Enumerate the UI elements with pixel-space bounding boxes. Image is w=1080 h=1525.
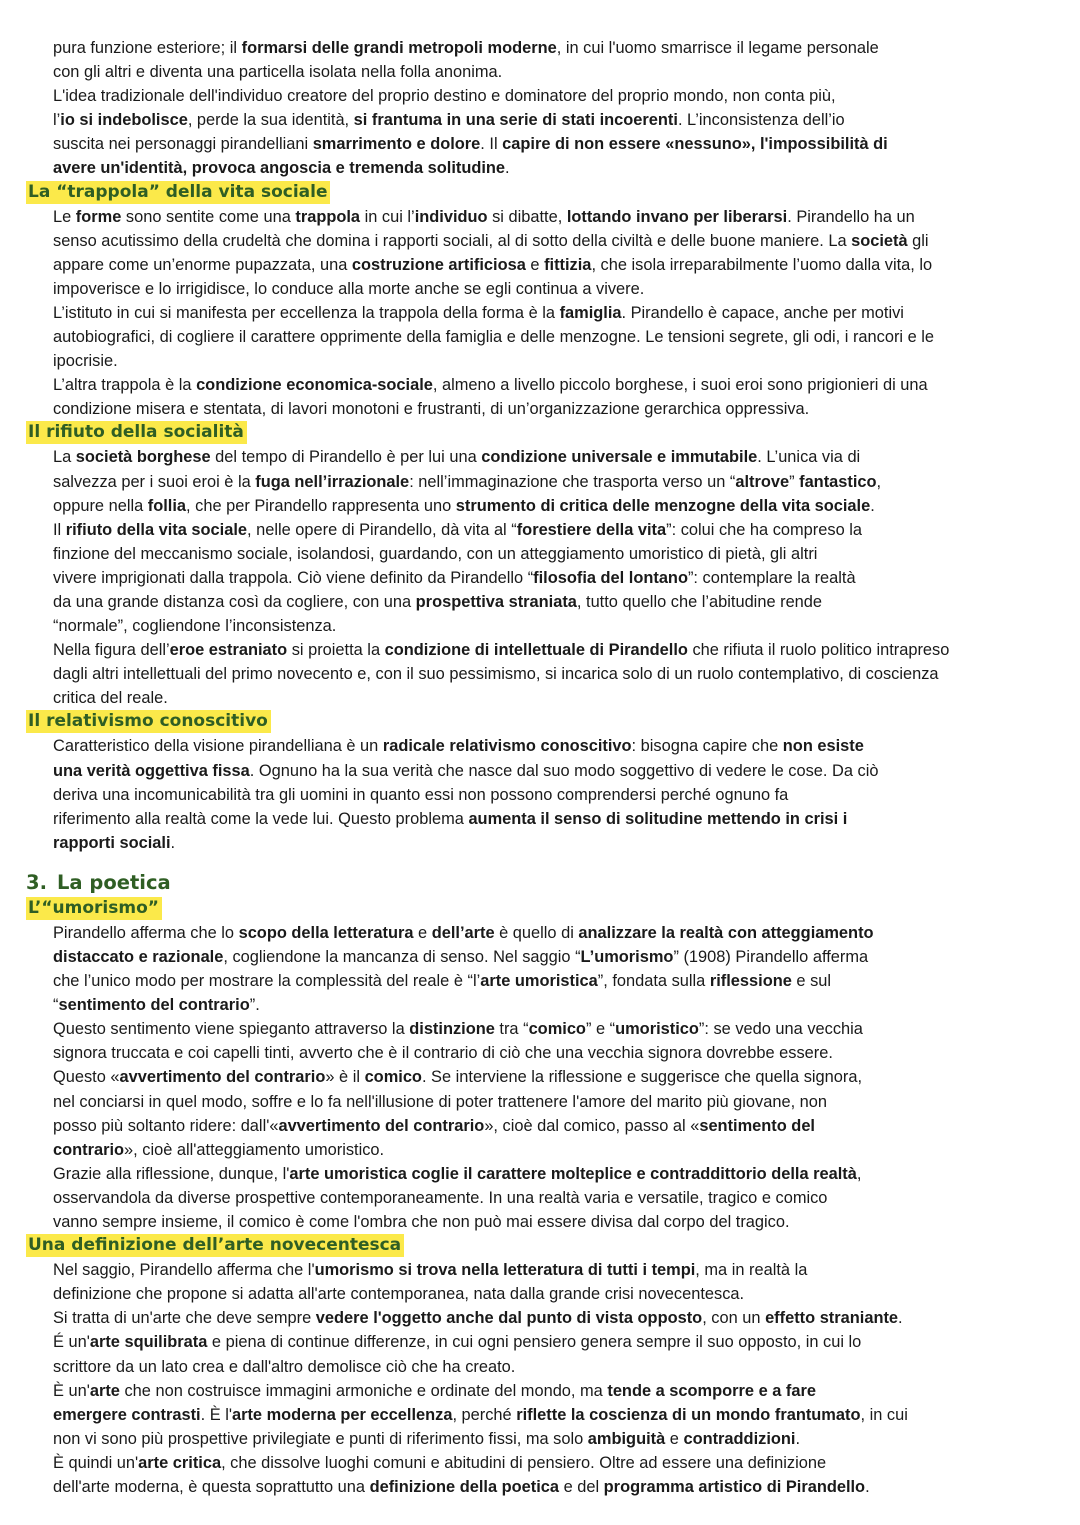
text-run: in cui l’: [360, 207, 415, 226]
subheading-row: [26, 181, 1040, 205]
text-line: [53, 253, 1040, 277]
bold-text: umorismo si trova nella letteratura di tutti i tempi: [314, 1261, 696, 1280]
bold-text: prospettiva straniata: [415, 592, 577, 611]
text-run: sono sentite come una: [121, 207, 296, 226]
text-run: , in cui l'uomo smarrisce il legame personale: [556, 39, 879, 57]
bold-text: avvertimento del contrario: [278, 1116, 485, 1135]
bold-text: emergere contrasti: [53, 1405, 201, 1424]
bold-text: eroe estraniato: [169, 641, 288, 660]
paragraph: [26, 921, 1040, 1234]
bold-text: L’umorismo: [580, 948, 674, 966]
bold-text: fantastico: [799, 472, 877, 491]
bold-text: arte umoristica: [480, 972, 598, 991]
bold-text: altrove: [735, 472, 790, 491]
text-run: Si tratta di un'arte che deve sempre: [53, 1309, 316, 1328]
text-run: deriva una incomunicabilità tra gli uomini in quanto essi non possono comprendersi perché ognuno fa: [53, 785, 789, 804]
text-run: salvezza per i suoi eroi è la: [53, 472, 256, 491]
subheading-row: [26, 710, 1040, 734]
subheading-row: [26, 897, 1040, 921]
text-run: . Pirandello ha un: [787, 207, 915, 226]
text-line: [53, 686, 1040, 710]
bold-text: forestiere della vita: [516, 520, 667, 539]
text-run: .: [795, 1429, 801, 1448]
bold-text: trappola: [295, 207, 361, 226]
bold-text: aumenta il senso di solitudine mettendo in crisi i: [468, 809, 848, 828]
text-line: [53, 132, 1040, 156]
text-line: [53, 84, 1040, 108]
bold-text: lottando invano per liberarsi: [566, 207, 788, 226]
text-run: “normale”, cogliendone l’inconsistenza.: [53, 617, 337, 636]
text-run: che l’unico modo per mostrare la complessità del reale è “l’: [53, 972, 481, 991]
text-run: riferimento alla realtà come la vede lui. Questo problema: [53, 809, 469, 828]
text-run: scrittore da un lato crea e dall'altro demolisce ciò che ha creato.: [53, 1357, 516, 1376]
text-line: [53, 1451, 1040, 1475]
text-run: , che isola irreparabilmente l’uomo dalla vita, lo: [591, 255, 933, 274]
text-run: Caratteristico della visione pirandelliana è un: [53, 737, 383, 756]
bold-text: dell’arte: [431, 923, 495, 942]
bold-text: vedere l'oggetto anche dal punto di vista opposto: [315, 1309, 703, 1328]
section-title-text: La poetica: [56, 870, 171, 894]
bold-text: forme: [75, 207, 122, 226]
text-run: .: [170, 833, 176, 852]
bold-text: umoristico: [615, 1020, 699, 1039]
text-line: [53, 1090, 1040, 1114]
bold-text: arte: [89, 1381, 120, 1400]
text-line: [53, 1258, 1040, 1282]
subheading: La “trappola” della vita sociale: [26, 181, 330, 204]
paragraph: [26, 445, 1040, 710]
text-run: È quindi un': [53, 1453, 139, 1472]
bold-text: strumento di critica delle menzogne della vita sociale: [455, 496, 871, 515]
text-run: , almeno a livello piccolo borghese, i suoi eroi sono prigionieri di una: [432, 376, 928, 395]
text-run: tra “: [494, 1020, 529, 1039]
text-run: ”.: [249, 996, 260, 1015]
bold-text: avvertimento del contrario: [119, 1068, 326, 1087]
text-run: dagli altri intellettuali del primo novecento e, con il suo pessimismo, si incarica solo di un ruolo contemplativo, di coscienza: [53, 665, 939, 684]
text-line: [53, 614, 1040, 638]
subheading: Una definizione dell’arte novecentesca: [26, 1234, 404, 1257]
bold-text: avere un'identità, provoca angoscia e tremenda solitudine: [53, 159, 506, 178]
bold-text: tende a scomporre e a fare: [607, 1381, 816, 1400]
bold-text: rapporti sociali: [53, 833, 171, 852]
text-run: .: [865, 1477, 870, 1496]
text-line: [53, 373, 1040, 397]
text-run: e: [413, 923, 432, 942]
text-run: si proietta la: [287, 641, 385, 660]
text-line: [53, 662, 1040, 686]
text-run: ,: [856, 1164, 862, 1183]
text-line: [53, 945, 1040, 969]
text-line: [53, 108, 1040, 132]
text-run: ipocrisie.: [53, 352, 118, 371]
text-line: [53, 277, 1040, 301]
text-run: », cioè all'atteggiamento umoristico.: [124, 1140, 385, 1159]
paragraph: [26, 36, 1040, 181]
bold-text: follia: [147, 496, 187, 515]
text-run: , ma in realtà la: [695, 1261, 808, 1280]
bold-text: costruzione artificiosa: [351, 255, 526, 274]
text-line: [53, 921, 1040, 945]
text-run: L’altra trappola è la: [53, 376, 197, 395]
text-run: Questo «: [53, 1068, 120, 1087]
bold-text: società: [851, 231, 908, 250]
bold-text: analizzare la realtà con atteggiamento: [578, 923, 874, 942]
subheading: Il relativismo conoscitivo: [26, 710, 271, 733]
text-run: ,: [876, 472, 882, 491]
text-run: L'idea tradizionale dell'individuo creatore del proprio destino e dominatore del proprio mondo, non conta più,: [53, 87, 836, 106]
text-line: [53, 831, 1040, 855]
text-run: , che per Pirandello rappresenta uno: [186, 496, 456, 515]
text-run: La: [53, 448, 76, 467]
text-run: osservandola da diverse prospettive contemporaneamente. In una realtà varia e versatile, tragico e comico: [53, 1188, 828, 1207]
text-line: [53, 301, 1040, 325]
bold-text: ambiguità: [587, 1429, 666, 1448]
text-run: ”, fondata sulla: [597, 972, 710, 991]
text-run: : nell’immaginazione che trasporta verso un “: [409, 472, 736, 491]
text-run: nel conciarsi in quel modo, soffre e lo fa nell'illusione di poter trattenere l'amore del marito più giovane, non: [53, 1092, 828, 1111]
text-line: [53, 1138, 1040, 1162]
paragraph: [26, 734, 1040, 854]
text-line: [53, 1306, 1040, 1330]
bold-text: rifiuto della vita sociale: [65, 520, 248, 539]
text-run: e: [525, 255, 545, 274]
bold-text: individuo: [414, 207, 488, 226]
text-run: ” (1908) Pirandello afferma: [673, 948, 869, 966]
text-run: . È l': [200, 1405, 232, 1424]
subheading-row: [26, 421, 1040, 445]
bold-text: arte critica: [138, 1453, 222, 1472]
text-run: oppure nella: [53, 496, 148, 515]
text-line: [53, 325, 1040, 349]
text-line: [53, 445, 1040, 469]
bold-text: arte umoristica coglie il carattere molteplice e contraddittorio della realtà: [289, 1164, 857, 1183]
text-run: Le: [53, 207, 76, 226]
text-line: [53, 397, 1040, 421]
bold-text: sentimento del: [699, 1116, 815, 1135]
text-line: [53, 1065, 1040, 1089]
text-line: [53, 759, 1040, 783]
bold-text: programma artistico di Pirandello: [603, 1477, 866, 1496]
text-line: [53, 1379, 1040, 1403]
text-run: e piena di continue differenze, in cui ogni pensiero genera sempre il suo opposto, in cui lo: [207, 1333, 862, 1352]
text-run: : bisogna capire che: [631, 737, 783, 756]
bold-text: arte squilibrata: [89, 1333, 208, 1352]
subheading: Il rifiuto della socialità: [26, 421, 247, 444]
paragraph: [26, 1258, 1040, 1499]
text-line: [53, 349, 1040, 373]
text-run: e del: [559, 1477, 604, 1496]
bold-text: contraddizioni: [683, 1429, 796, 1448]
text-line: [53, 205, 1040, 229]
bold-text: effetto straniante: [765, 1309, 899, 1328]
text-run: che non costruisce immagini armoniche e ordinate del mondo, ma: [119, 1381, 608, 1400]
text-line: [53, 542, 1040, 566]
text-line: [53, 1475, 1040, 1499]
text-run: . Se interviene la riflessione e suggerisce che quella signora,: [421, 1068, 863, 1087]
text-run: , nelle opere di Pirandello, dà vita al “: [247, 520, 517, 539]
bold-text: società borghese: [75, 448, 211, 467]
text-run: , cogliendone la mancanza di senso. Nel saggio “: [223, 948, 581, 966]
bold-text: comico: [528, 1020, 586, 1039]
bold-text: smarrimento e dolore: [312, 135, 481, 154]
text-line: [53, 1282, 1040, 1306]
text-run: ”: se vedo una vecchia: [698, 1020, 863, 1039]
bold-text: comico: [364, 1068, 422, 1087]
text-run: Il: [53, 520, 66, 539]
text-line: [53, 156, 1040, 180]
text-run: da una grande distanza così da cogliere, con una: [53, 592, 416, 611]
text-run: Grazie alla riflessione, dunque, l': [53, 1164, 290, 1183]
text-line: [53, 969, 1040, 993]
text-run: autobiografici, di cogliere il carattere opprimente della famiglia e delle menzogne. Le tensioni segrete, gli odi, i rancori e le: [53, 328, 935, 347]
text-run: condizione misera e stentata, di lavori monotoni e frustranti, di un’organizzazione gerarchica oppressiva.: [53, 400, 810, 419]
text-run: pura funzione esteriore; il: [53, 39, 242, 57]
section-title: [26, 869, 1040, 897]
bold-text: riflette la coscienza di un mondo frantumato: [516, 1405, 861, 1424]
text-line: [53, 1041, 1040, 1065]
bold-text: arte moderna per eccellenza: [231, 1405, 453, 1424]
text-run: appare come un’enorme pupazzata, una: [53, 255, 352, 274]
text-run: che rifiuta il ruolo politico intrapreso: [687, 641, 950, 660]
text-run: . Il: [480, 135, 503, 154]
text-run: gli: [907, 231, 929, 250]
bold-text: scopo della letteratura: [238, 923, 414, 942]
text-line: [53, 1210, 1040, 1234]
text-line: [53, 470, 1040, 494]
text-run: , che dissolve luoghi comuni e abitudini di pensiero. Oltre ad essere una definizione: [221, 1453, 827, 1472]
text-run: É un': [53, 1333, 90, 1352]
text-run: del tempo di Pirandello è per lui una: [210, 448, 482, 467]
text-run: vivere imprigionati dalla trappola. Ciò viene definito da Pirandello “: [53, 568, 534, 587]
bold-text: filosofia del lontano: [533, 568, 688, 587]
text-run: signora truccata e coi capelli tinti, avverto che è il contrario di ciò che una vecchia signora dovrebbe essere.: [53, 1044, 833, 1063]
bold-text: radicale relativismo conoscitivo: [382, 737, 632, 756]
text-run: . L’inconsistenza dell’io: [677, 111, 845, 130]
text-line: [53, 1186, 1040, 1210]
bold-text: formarsi delle grandi metropoli moderne: [241, 39, 557, 57]
bold-text: si frantuma in una serie di stati incoerenti: [353, 111, 678, 130]
text-run: Questo sentimento viene spieganto attraverso la: [53, 1020, 410, 1039]
text-run: e sul: [791, 972, 832, 991]
text-run: definizione che propone si adatta all'arte contemporanea, nata dalla grande crisi novecentesca.: [53, 1285, 745, 1304]
text-run: finzione del meccanismo sociale, isolandosi, guardando, con un atteggiamento umoristico di pietà, gli altri: [53, 544, 818, 563]
text-run: È un': [53, 1381, 90, 1400]
text-line: [53, 229, 1040, 253]
text-run: l’: [53, 111, 61, 130]
text-line: [53, 1162, 1040, 1186]
text-run: si dibatte,: [487, 207, 567, 226]
text-run: . L’unica via di: [757, 448, 861, 467]
text-run: e: [665, 1429, 684, 1448]
bold-text: distaccato e razionale: [53, 948, 224, 966]
text-run: ” e “: [585, 1020, 616, 1039]
section-number: 3.: [26, 870, 47, 894]
text-run: », cioè dal comico, passo al «: [484, 1116, 700, 1135]
bold-text: contrario: [53, 1140, 125, 1159]
text-run: » è il: [325, 1068, 365, 1087]
text-line: [53, 590, 1040, 614]
subheading-row: [26, 1234, 1040, 1258]
text-run: .: [898, 1309, 903, 1328]
text-run: dell'arte moderna, è questa soprattutto una: [53, 1477, 370, 1496]
text-run: è quello di: [494, 923, 579, 942]
text-run: critica del reale.: [53, 689, 168, 708]
text-run: Nella figura dell’: [53, 641, 170, 660]
text-run: Pirandello afferma che lo: [53, 923, 239, 942]
bold-text: riflessione: [709, 972, 792, 991]
text-run: posso più soltanto ridere: dall'«: [53, 1116, 279, 1135]
paragraph: [26, 205, 1040, 422]
bold-text: sentimento del contrario: [58, 996, 250, 1015]
bold-text: una verità oggettiva fissa: [53, 761, 250, 780]
text-run: impoverisce e lo irrigidisce, lo conduce alla morte anche se egli continua a vivere.: [53, 279, 645, 298]
text-run: , perde la sua identità,: [187, 111, 354, 130]
text-line: [53, 638, 1040, 662]
text-run: . Ognuno ha la sua verità che nasce dal suo modo soggettivo di vedere le cose. Da ciò: [249, 761, 879, 780]
text-run: .: [505, 159, 510, 178]
text-run: . Pirandello è capace, anche per motivi: [621, 303, 904, 322]
text-line: [53, 734, 1040, 758]
text-line: [53, 1114, 1040, 1138]
bold-text: fittizia: [544, 255, 592, 274]
bold-text: condizione economica-sociale: [196, 376, 433, 395]
text-run: “: [53, 996, 59, 1015]
text-line: [53, 783, 1040, 807]
bold-text: non esiste: [782, 737, 864, 756]
text-line: [53, 518, 1040, 542]
text-line: [53, 993, 1040, 1017]
text-run: , perché: [452, 1405, 517, 1424]
text-run: , in cui: [860, 1405, 908, 1424]
text-run: senso acutissimo della crudeltà che domina i rapporti sociali, al di sotto della civiltà e delle buone maniere. La: [53, 231, 852, 250]
bold-text: condizione di intellettuale di Pirandello: [384, 641, 688, 660]
text-run: Nel saggio, Pirandello afferma che l': [53, 1261, 315, 1280]
text-line: [53, 1017, 1040, 1041]
text-line: [53, 1427, 1040, 1451]
text-line: [53, 1403, 1040, 1427]
subheading: L’“umorismo”: [26, 897, 162, 920]
text-line: [53, 1355, 1040, 1379]
text-run: ”: [789, 472, 800, 491]
bold-text: distinzione: [409, 1020, 495, 1039]
text-line: [53, 494, 1040, 518]
text-run: non vi sono più prospettive privilegiate e punti di riferimento fissi, ma solo: [53, 1429, 588, 1448]
text-run: ”: contemplare la realtà: [687, 568, 856, 587]
text-run: ”: colui che ha compreso la: [666, 520, 862, 539]
bold-text: fuga nell’irrazionale: [255, 472, 410, 491]
bold-text: condizione universale e immutabile: [481, 448, 758, 467]
text-line: [53, 36, 1040, 60]
text-line: [53, 807, 1040, 831]
text-line: [53, 1330, 1040, 1354]
bold-text: famiglia: [559, 303, 622, 322]
bold-text: io si indebolisce: [60, 111, 188, 130]
text-run: , con un: [702, 1309, 766, 1328]
bold-text: definizione della poetica: [369, 1477, 560, 1496]
bold-text: capire di non essere «nessuno», l'impossibilità di: [502, 135, 888, 154]
text-run: L’istituto in cui si manifesta per eccellenza la trappola della forma è la: [53, 303, 560, 322]
text-run: vanno sempre insieme, il comico è come l'ombra che non può mai essere divisa dal corpo del tragico.: [53, 1213, 790, 1232]
text-run: , tutto quello che l’abitudine rende: [576, 592, 823, 611]
text-run: suscita nei personaggi pirandelliani: [53, 135, 313, 154]
text-line: [53, 566, 1040, 590]
text-run: con gli altri e diventa una particella isolata nella folla anonima.: [53, 63, 503, 82]
text-run: .: [870, 496, 875, 515]
text-line: [53, 60, 1040, 84]
